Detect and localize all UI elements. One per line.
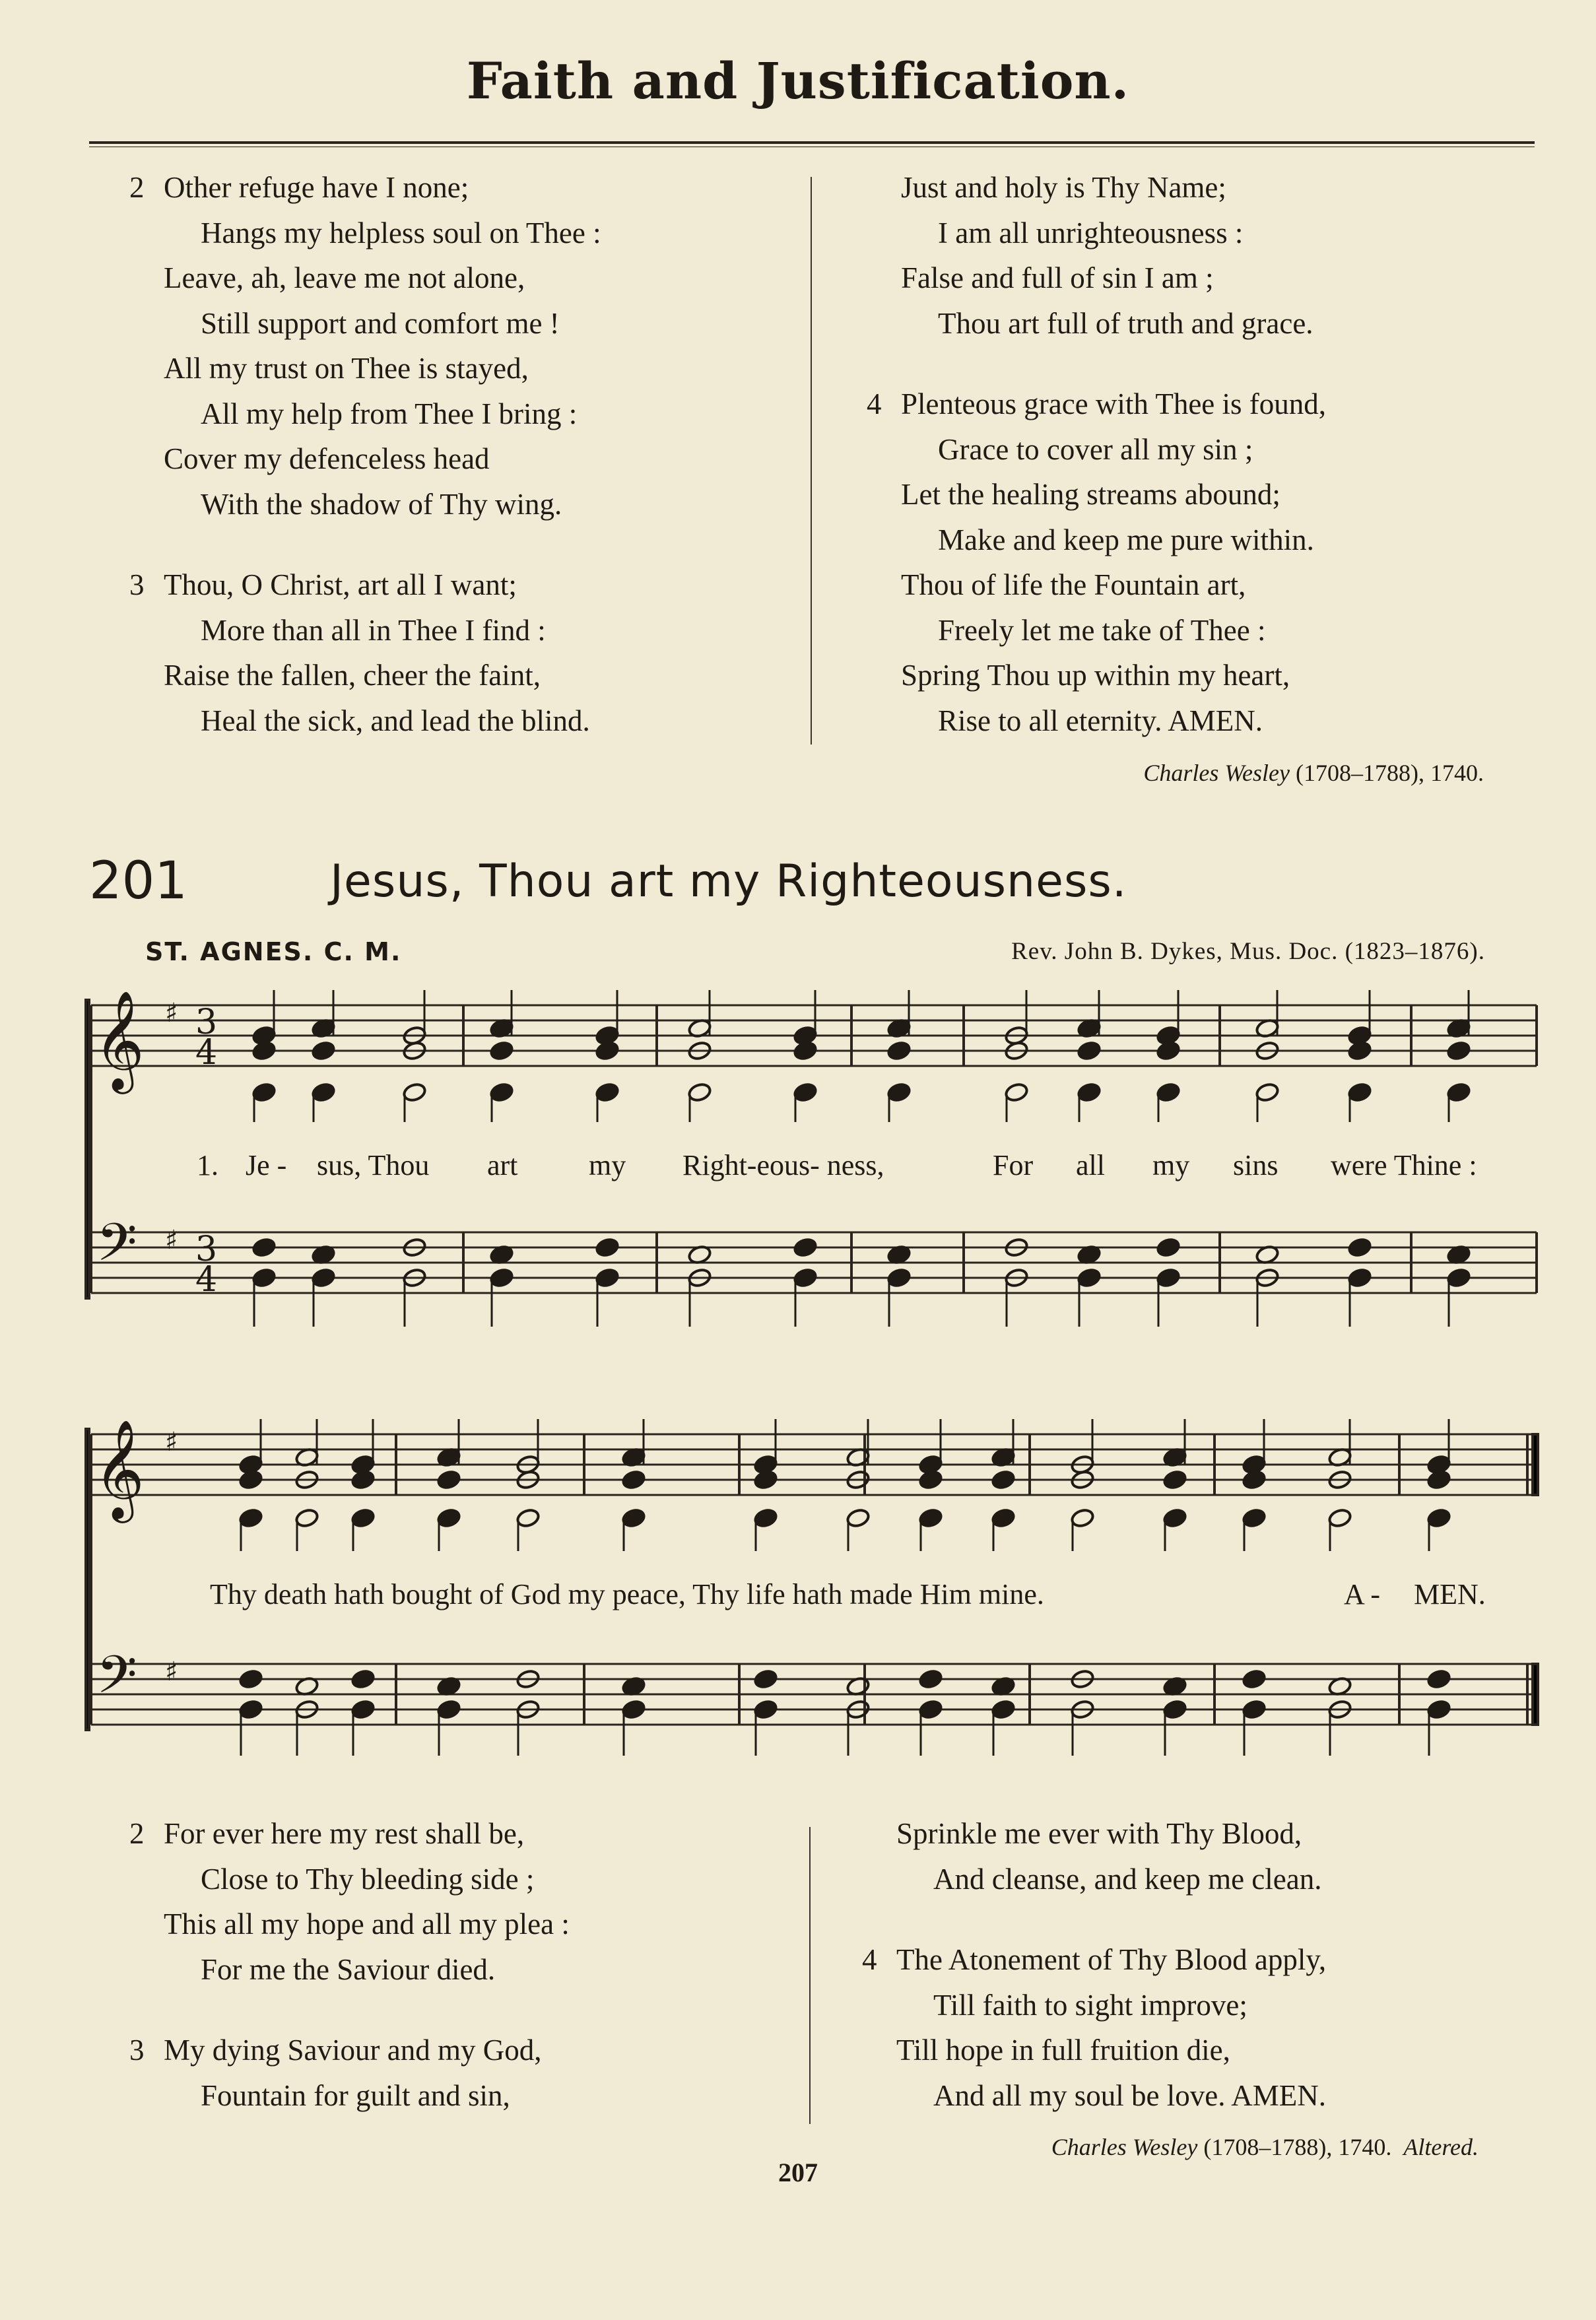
verse-number: 2 bbox=[129, 171, 145, 204]
note-head bbox=[489, 1040, 514, 1061]
underlay-1-syllable: sus, Thou bbox=[317, 1149, 430, 1181]
note-head bbox=[595, 1082, 620, 1103]
verse-line bbox=[164, 1902, 570, 1947]
clefs-and-signatures bbox=[94, 989, 217, 1718]
verse-text: Let the healing streams abound; bbox=[901, 478, 1280, 511]
tune-name: ST. AGNES. C. M. bbox=[145, 937, 402, 966]
verse-text: Close to Thy bleeding side ; bbox=[201, 1862, 535, 1896]
final-barline-thick bbox=[1533, 1664, 1538, 1725]
note-head bbox=[1347, 1082, 1372, 1103]
note-head bbox=[1156, 1267, 1181, 1288]
verse-text: Grace to cover all my sin ; bbox=[938, 432, 1253, 466]
note-head bbox=[846, 1508, 871, 1529]
verse-text: This all my hope and all my plea : bbox=[164, 1907, 570, 1940]
time-signature: 3 bbox=[195, 1230, 218, 1269]
note-head bbox=[1162, 1469, 1187, 1490]
note-head bbox=[1255, 1082, 1280, 1103]
note-head bbox=[918, 1669, 943, 1690]
verse-text: Heal the sick, and lead the blind. bbox=[201, 704, 590, 737]
note-head bbox=[886, 1267, 912, 1288]
underlay-1-syllable: art bbox=[487, 1149, 518, 1181]
key-sharp: ♯ bbox=[165, 1225, 178, 1255]
note-head bbox=[489, 1267, 514, 1288]
note-head bbox=[1162, 1699, 1187, 1720]
note-head bbox=[1426, 1469, 1451, 1490]
verse-text: Still support and comfort me ! bbox=[201, 306, 560, 340]
verse-line bbox=[896, 1857, 1326, 1902]
note-head bbox=[436, 1469, 461, 1490]
verse-text: Rise to all eternity. AMEN. bbox=[938, 704, 1263, 737]
underlay-2-syllable: A - bbox=[1344, 1578, 1380, 1610]
time-signature: 4 bbox=[195, 1260, 218, 1300]
note-head bbox=[251, 1040, 277, 1061]
underlay-2-syllable: MEN. bbox=[1414, 1578, 1486, 1610]
underlay-1-syllable: my bbox=[589, 1149, 626, 1181]
note-head bbox=[311, 1082, 336, 1103]
note-head bbox=[489, 1082, 514, 1103]
verse-text: And cleanse, and keep me clean. bbox=[933, 1862, 1322, 1896]
note-head bbox=[311, 1040, 336, 1061]
note-head bbox=[918, 1508, 943, 1529]
note-head bbox=[621, 1508, 646, 1529]
verse-text: More than all in Thee I find : bbox=[201, 613, 546, 647]
note-head bbox=[1242, 1669, 1267, 1690]
system-bracket bbox=[86, 1000, 89, 1298]
verse-text: Freely let me take of Thee : bbox=[938, 613, 1266, 647]
note-head bbox=[991, 1508, 1016, 1529]
note-head bbox=[515, 1508, 541, 1529]
note-head bbox=[793, 1267, 818, 1288]
note-head bbox=[238, 1699, 263, 1720]
note-head bbox=[1070, 1508, 1095, 1529]
note-head bbox=[1004, 1082, 1029, 1103]
credit-note: Altered. bbox=[1403, 2134, 1479, 2160]
verse-number: 4 bbox=[867, 387, 882, 420]
verse-text: And all my soul be love. AMEN. bbox=[933, 2078, 1326, 2112]
verse-text: Raise the fallen, cheer the faint, bbox=[164, 659, 541, 692]
verse-line bbox=[896, 2028, 1326, 2073]
verse-number: 2 bbox=[129, 1817, 145, 1850]
note-head bbox=[1156, 1082, 1181, 1103]
note-head bbox=[886, 1040, 912, 1061]
running-head: Faith and Justification. bbox=[466, 51, 1130, 110]
verse-text: Thou, O Christ, art all I want; bbox=[164, 568, 517, 601]
note-head bbox=[350, 1508, 376, 1529]
verse-text: Other refuge have I none; bbox=[164, 171, 469, 204]
note-head bbox=[1446, 1082, 1471, 1103]
note-head bbox=[251, 1267, 277, 1288]
verse-number: 3 bbox=[129, 568, 145, 601]
note-head bbox=[687, 1082, 712, 1103]
note-head bbox=[350, 1669, 376, 1690]
verse-text: Leave, ah, leave me not alone, bbox=[164, 261, 525, 294]
verse-line bbox=[164, 2073, 570, 2119]
verse-line bbox=[896, 1811, 1326, 1857]
bass-clef: 𝄢 bbox=[96, 1212, 137, 1286]
note-head bbox=[753, 1669, 778, 1690]
note-head bbox=[1077, 1082, 1102, 1103]
verse-text: The Atonement of Thy Blood apply, bbox=[896, 1943, 1327, 1976]
credit-dates: (1708–1788), 1740. bbox=[1197, 2134, 1392, 2160]
note-head bbox=[1347, 1237, 1372, 1258]
verse-number: 3 bbox=[129, 2034, 145, 2067]
verse-number: 4 bbox=[862, 1943, 877, 1976]
final-barline-thick bbox=[1533, 1434, 1538, 1495]
verse-text: Make and keep me pure within. bbox=[938, 523, 1314, 556]
note-head bbox=[251, 1082, 277, 1103]
note-head bbox=[1347, 1267, 1372, 1288]
note-head bbox=[436, 1699, 461, 1720]
underlay-1-syllable: were Thine : bbox=[1331, 1149, 1477, 1181]
underlay-2-syllable: Thy death hath bought of God my peace, Thy life hath made Him mine. bbox=[210, 1578, 1044, 1610]
note-head bbox=[793, 1082, 818, 1103]
hymn-title: Jesus, Thou art my Righteousness. bbox=[330, 855, 1127, 908]
credit-dates: (1708–1788), 1740. bbox=[1290, 760, 1484, 786]
verse-text: False and full of sin I am ; bbox=[901, 261, 1214, 294]
note-head bbox=[1347, 1040, 1372, 1061]
note-head bbox=[1077, 1040, 1102, 1061]
verse-line bbox=[129, 1811, 570, 1857]
key-sharp: ♯ bbox=[165, 998, 178, 1028]
verse-text: Thou art full of truth and grace. bbox=[938, 306, 1313, 340]
system-bracket bbox=[86, 1429, 89, 1730]
note-head bbox=[1242, 1699, 1267, 1720]
note-head bbox=[753, 1469, 778, 1490]
credit-author: Charles Wesley bbox=[1051, 2134, 1198, 2160]
column-rule-lower bbox=[809, 1827, 811, 2124]
note-head bbox=[1327, 1508, 1352, 1529]
note-head bbox=[311, 1267, 336, 1288]
verse-text: For me the Saviour died. bbox=[201, 1952, 496, 1986]
key-sharp: ♯ bbox=[165, 1657, 178, 1687]
note-head bbox=[1162, 1508, 1187, 1529]
note-head bbox=[1446, 1040, 1471, 1061]
note-head bbox=[1242, 1508, 1267, 1529]
time-signature: 3 bbox=[195, 1003, 218, 1042]
bass-clef: 𝄢 bbox=[96, 1644, 137, 1718]
note-head bbox=[621, 1699, 646, 1720]
note-head bbox=[918, 1469, 943, 1490]
note-head bbox=[918, 1699, 943, 1720]
note-head bbox=[402, 1082, 427, 1103]
treble-clef: 𝄞 bbox=[94, 1418, 145, 1519]
note-head bbox=[1446, 1267, 1471, 1288]
note-head bbox=[238, 1669, 263, 1690]
note-head bbox=[1242, 1469, 1267, 1490]
note-head bbox=[1156, 1237, 1181, 1258]
note-head bbox=[595, 1040, 620, 1061]
verse-text: Till faith to sight improve; bbox=[933, 1988, 1247, 2022]
note-head bbox=[1426, 1508, 1451, 1529]
verse-line bbox=[896, 2073, 1326, 2119]
note-heads bbox=[238, 990, 1471, 1756]
staff-lines bbox=[91, 1005, 1537, 1725]
note-head bbox=[793, 1237, 818, 1258]
verse-text: Spring Thou up within my heart, bbox=[901, 659, 1290, 692]
time-signature: 4 bbox=[195, 1033, 218, 1073]
verse-text: Till hope in full fruition die, bbox=[896, 2034, 1230, 2067]
verse-line bbox=[129, 2028, 570, 2073]
note-head bbox=[251, 1237, 277, 1258]
underlay-1-syllable: Right-eous- ness, bbox=[682, 1149, 884, 1181]
note-head bbox=[753, 1508, 778, 1529]
verse-text: With the shadow of Thy wing. bbox=[201, 487, 562, 521]
verse-text: I am all unrighteousness : bbox=[938, 216, 1244, 249]
note-head bbox=[238, 1508, 263, 1529]
note-head bbox=[350, 1699, 376, 1720]
verse-text: All my help from Thee I bring : bbox=[201, 397, 578, 430]
note-head bbox=[793, 1040, 818, 1061]
verse-line bbox=[164, 1947, 570, 1993]
underlay-1-syllable: sins bbox=[1233, 1149, 1279, 1181]
verse-text: My dying Saviour and my God, bbox=[164, 2034, 542, 2067]
underlay-1-syllable: my bbox=[1152, 1149, 1190, 1181]
verse-text: For ever here my rest shall be, bbox=[164, 1817, 525, 1850]
verse-text: Hangs my helpless soul on Thee : bbox=[201, 216, 601, 249]
verse-text: Thou of life the Fountain art, bbox=[901, 568, 1246, 601]
note-head bbox=[294, 1508, 319, 1529]
underlay-1-syllable: all bbox=[1076, 1149, 1105, 1181]
note-head bbox=[991, 1699, 1016, 1720]
note-head bbox=[991, 1469, 1016, 1490]
note-head bbox=[1156, 1040, 1181, 1061]
hymn-number: 201 bbox=[89, 851, 187, 911]
note-head bbox=[595, 1267, 620, 1288]
composer-credit: Rev. John B. Dykes, Mus. Doc. (1823–1876). bbox=[1011, 938, 1485, 965]
credit-author: Charles Wesley bbox=[1143, 760, 1290, 786]
underlay-1-syllable: 1. bbox=[197, 1149, 218, 1181]
note-head bbox=[886, 1082, 912, 1103]
barlines bbox=[86, 1000, 1538, 1730]
verse-line bbox=[862, 1937, 1326, 1983]
verse-text: Plenteous grace with Thee is found, bbox=[901, 387, 1327, 420]
verse-text: Fountain for guilt and sin, bbox=[201, 2078, 510, 2112]
underlay-1-syllable: For bbox=[993, 1149, 1034, 1181]
note-head bbox=[621, 1469, 646, 1490]
lower-left-stanzas bbox=[129, 1811, 570, 2118]
note-head bbox=[436, 1508, 461, 1529]
verse-text: All my trust on Thee is stayed, bbox=[164, 352, 529, 385]
verse-text: Sprinkle me ever with Thy Blood, bbox=[896, 1817, 1302, 1850]
underlay-1-syllable: Je - bbox=[246, 1149, 287, 1181]
verse-line bbox=[896, 1983, 1326, 2028]
verse-line bbox=[164, 1857, 570, 1902]
verse-text: Just and holy is Thy Name; bbox=[901, 171, 1226, 204]
note-head bbox=[753, 1699, 778, 1720]
page-number: 207 bbox=[778, 2158, 818, 2187]
note-head bbox=[350, 1469, 376, 1490]
note-head bbox=[1426, 1699, 1451, 1720]
lower-right-stanzas bbox=[862, 1811, 1327, 2118]
verse-text: Cover my defenceless head bbox=[164, 442, 490, 475]
note-head bbox=[1426, 1669, 1451, 1690]
treble-clef: 𝄞 bbox=[94, 989, 145, 1090]
note-head bbox=[238, 1469, 263, 1490]
note-head bbox=[1077, 1267, 1102, 1288]
key-sharp: ♯ bbox=[165, 1427, 178, 1457]
note-head bbox=[595, 1237, 620, 1258]
